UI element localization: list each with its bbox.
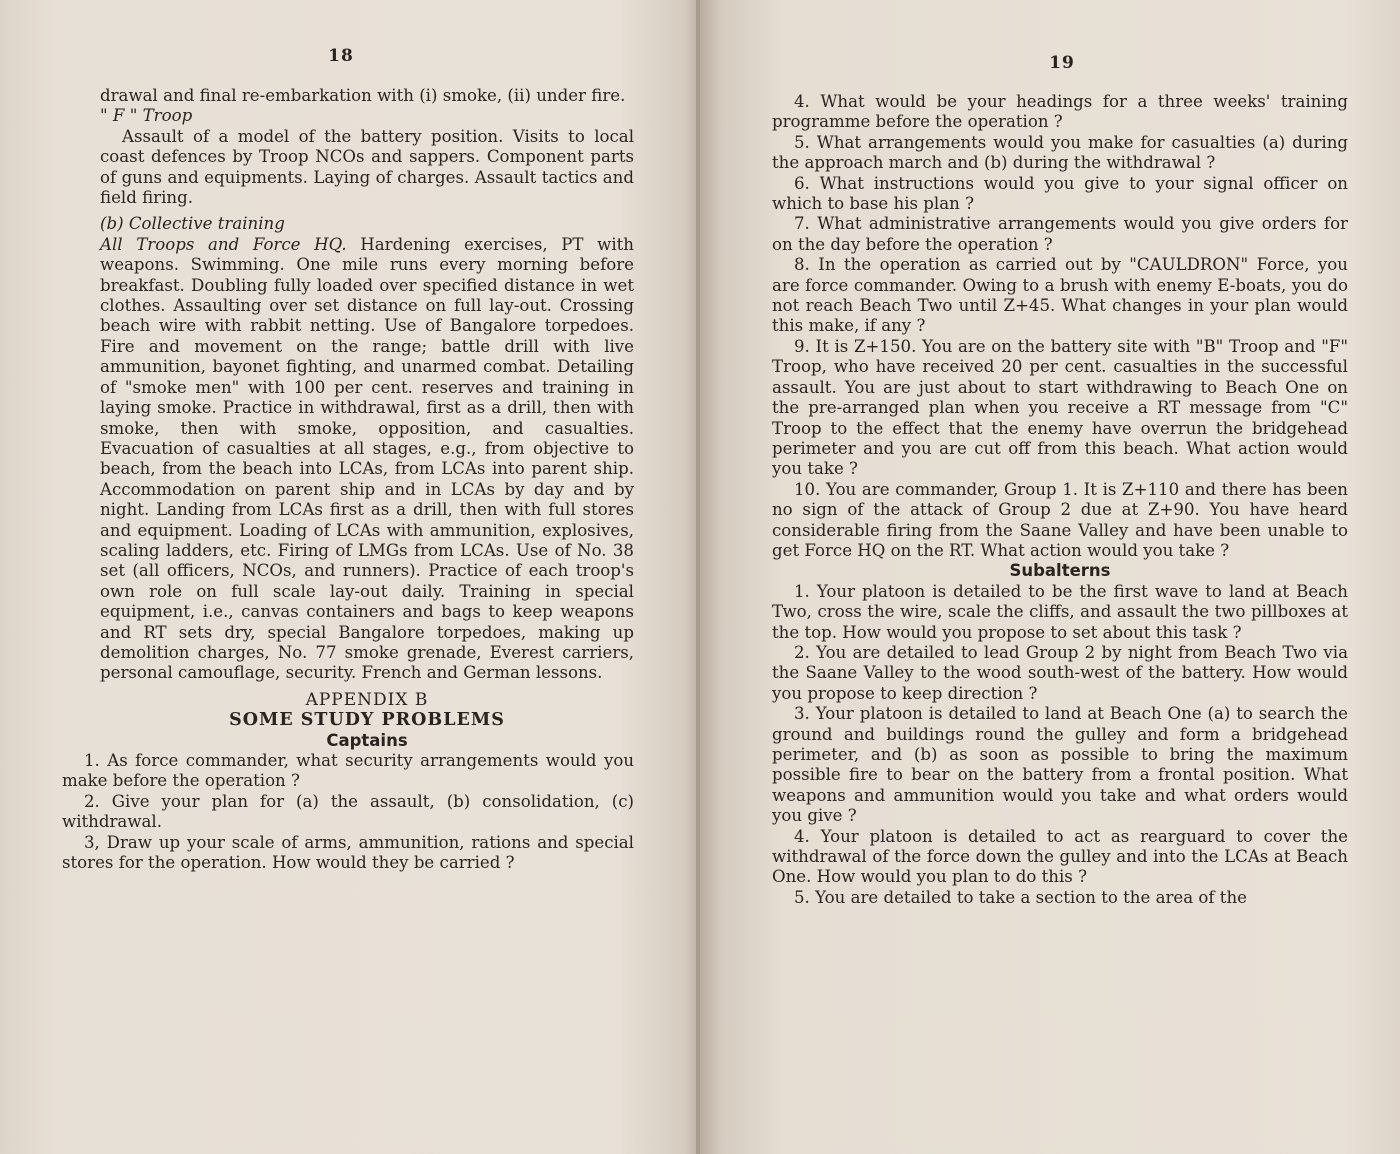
captains-question-9: 9. It is Z+150. You are on the battery site with "B" Troop and "F" Troop, who have received 20 per cent. casualties in the successful assault. You are just about to start withdrawing to Beach One on the pre-arranged plan when you receive a RT message from "C" Troop to the effect that the enemy have overrun the bridgehead perimeter and you are cut off from this beach. What action would you take ? <box>772 336 1348 479</box>
captains-question-6: 6. What instructions would you give to your signal officer on which to base his plan ? <box>772 173 1348 214</box>
subalterns-question-3: 3. Your platoon is detailed to land at Beach One (a) to search the ground and buildings round the gulley and form a bridgehead perimeter, and (b) as soon as possible to bring the maximum possible fire to bear on the battery from a frontal position. What weapons and ammunition would you take and what orders would you give ? <box>772 704 1348 826</box>
subalterns-heading: Subalterns <box>1009 561 1111 581</box>
study-problems-title: SOME STUDY PROBLEMS <box>229 710 505 731</box>
all-troops-paragraph <box>100 235 634 684</box>
captains-question-2: 2. Give your plan for (a) the assault, (b) consolidation, (c) withdrawal. <box>62 791 634 832</box>
appendix-title: APPENDIX B <box>305 689 429 710</box>
f-troop-text: Assault of a model of the battery position. Visits to local coast defences by Troop NCOs and sappers. Component parts of guns and equipments. Laying of charges. Assault tactics and field firing. <box>100 126 634 208</box>
right-page-text <box>772 92 1348 908</box>
page-number-left: 18 <box>328 46 354 66</box>
captains-questions-left <box>62 751 634 873</box>
captains-question-8: 8. In the operation as carried out by "CAULDRON" Force, you are force commander. Owing to a brush with enemy E-boats, you do not reach Beach Two until Z+45. What changes in your plan would this make, if any ? <box>772 255 1348 336</box>
subalterns-question-2: 2. You are detailed to lead Group 2 by night from Beach Two via the Saane Valley to the wood south-west of the battery. How would you propose to keep direction ? <box>772 642 1348 703</box>
captains-question-4: 4. What would be your headings for a three weeks' training programme before the operation ? <box>772 92 1348 132</box>
captains-heading: Captains <box>326 730 408 750</box>
right-page <box>700 0 1400 1154</box>
collective-label: (b) <box>100 214 124 234</box>
page-number-right: 19 <box>1049 53 1075 73</box>
intro-paragraph: drawal and final re-embarkation with (i) smoke, (ii) under fire. <box>100 86 626 105</box>
subalterns-question-5: 5. You are detailed to take a section to the area of the <box>794 887 1247 907</box>
all-troops-heading: All Troops and Force HQ. <box>100 234 347 254</box>
collective-heading: Collective training <box>128 214 285 234</box>
collective-training-heading <box>100 214 634 234</box>
captains-question-3: 3, Draw up your scale of arms, ammunition, rations and special stores for the operation. How would they be carried ? <box>62 832 634 873</box>
captains-question-7: 7. What administrative arrangements would you give orders for on the day before the operation ? <box>772 214 1348 254</box>
f-troop-heading: " F " Troop <box>100 106 193 126</box>
captains-question-5: 5. What arrangements would you make for casualties (a) during the approach march and (b) during the withdrawal ? <box>772 132 1348 173</box>
captains-question-10: 10. You are commander, Group 1. It is Z+110 and there has been no sign of the attack of Group 2 due at Z+90. You have heard considerable firing from the Saane Valley and have been unable to get Force HQ on the RT. What action would you take ? <box>772 479 1348 560</box>
captains-question-1: 1. As force commander, what security arrangements would you make before the operation ? <box>62 751 634 791</box>
subalterns-question-1: 1. Your platoon is detailed to be the first wave to land at Beach Two, cross the wire, scale the cliffs, and assault the two pillboxes at the top. How would you propose to set about this task ? <box>772 581 1348 642</box>
left-page <box>0 0 698 1154</box>
subalterns-question-4: 4. Your platoon is detailed to act as rearguard to cover the withdrawal of the force down the gulley and into the LCAs at Beach One. How would you plan to do this ? <box>772 826 1348 887</box>
all-troops-text: Hardening exercises, PT with weapons. Swimming. One mile runs every morning before breakfast. Doubling fully loaded over specified distance in wet clothes. Assaulting over set distance on full lay-out. Crossing beach wire with rabbit netting. Use of Bangalore torpedoes. Fire and movement on the range; battle drill with live ammunition, bayonet fighting, and unarmed combat. Detailing of "smoke men" with 100 per cent. reserves and training in laying smoke. Practice in withdrawal, first as a drill, then with smoke, then with smoke, opposition, and casualties. Evacuation of casualties at all stages, e.g., from objective to beach, from the beach into LCAs, from LCAs into parent ship. Accommodation on parent ship and in LCAs by day and by night. Landing from LCAs first as a drill, then with full stores and equipment. Loading of LCAs with ammunition, explosives, scaling ladders, etc. Firing of LMGs from LCAs. Use of No. 38 set (all officers, NCOs, and runners). Practice of each troop's own role on full scale lay-out daily. Training in special equipment, i.e., canvas containers and bags to keep weapons and RT sets dry, special Bangalore torpedoes, making up demolition charges, No. 77 smoke grenade, Everest carriers, personal camouflage, security. French and German lessons. <box>100 234 634 683</box>
left-page-text <box>62 86 634 873</box>
